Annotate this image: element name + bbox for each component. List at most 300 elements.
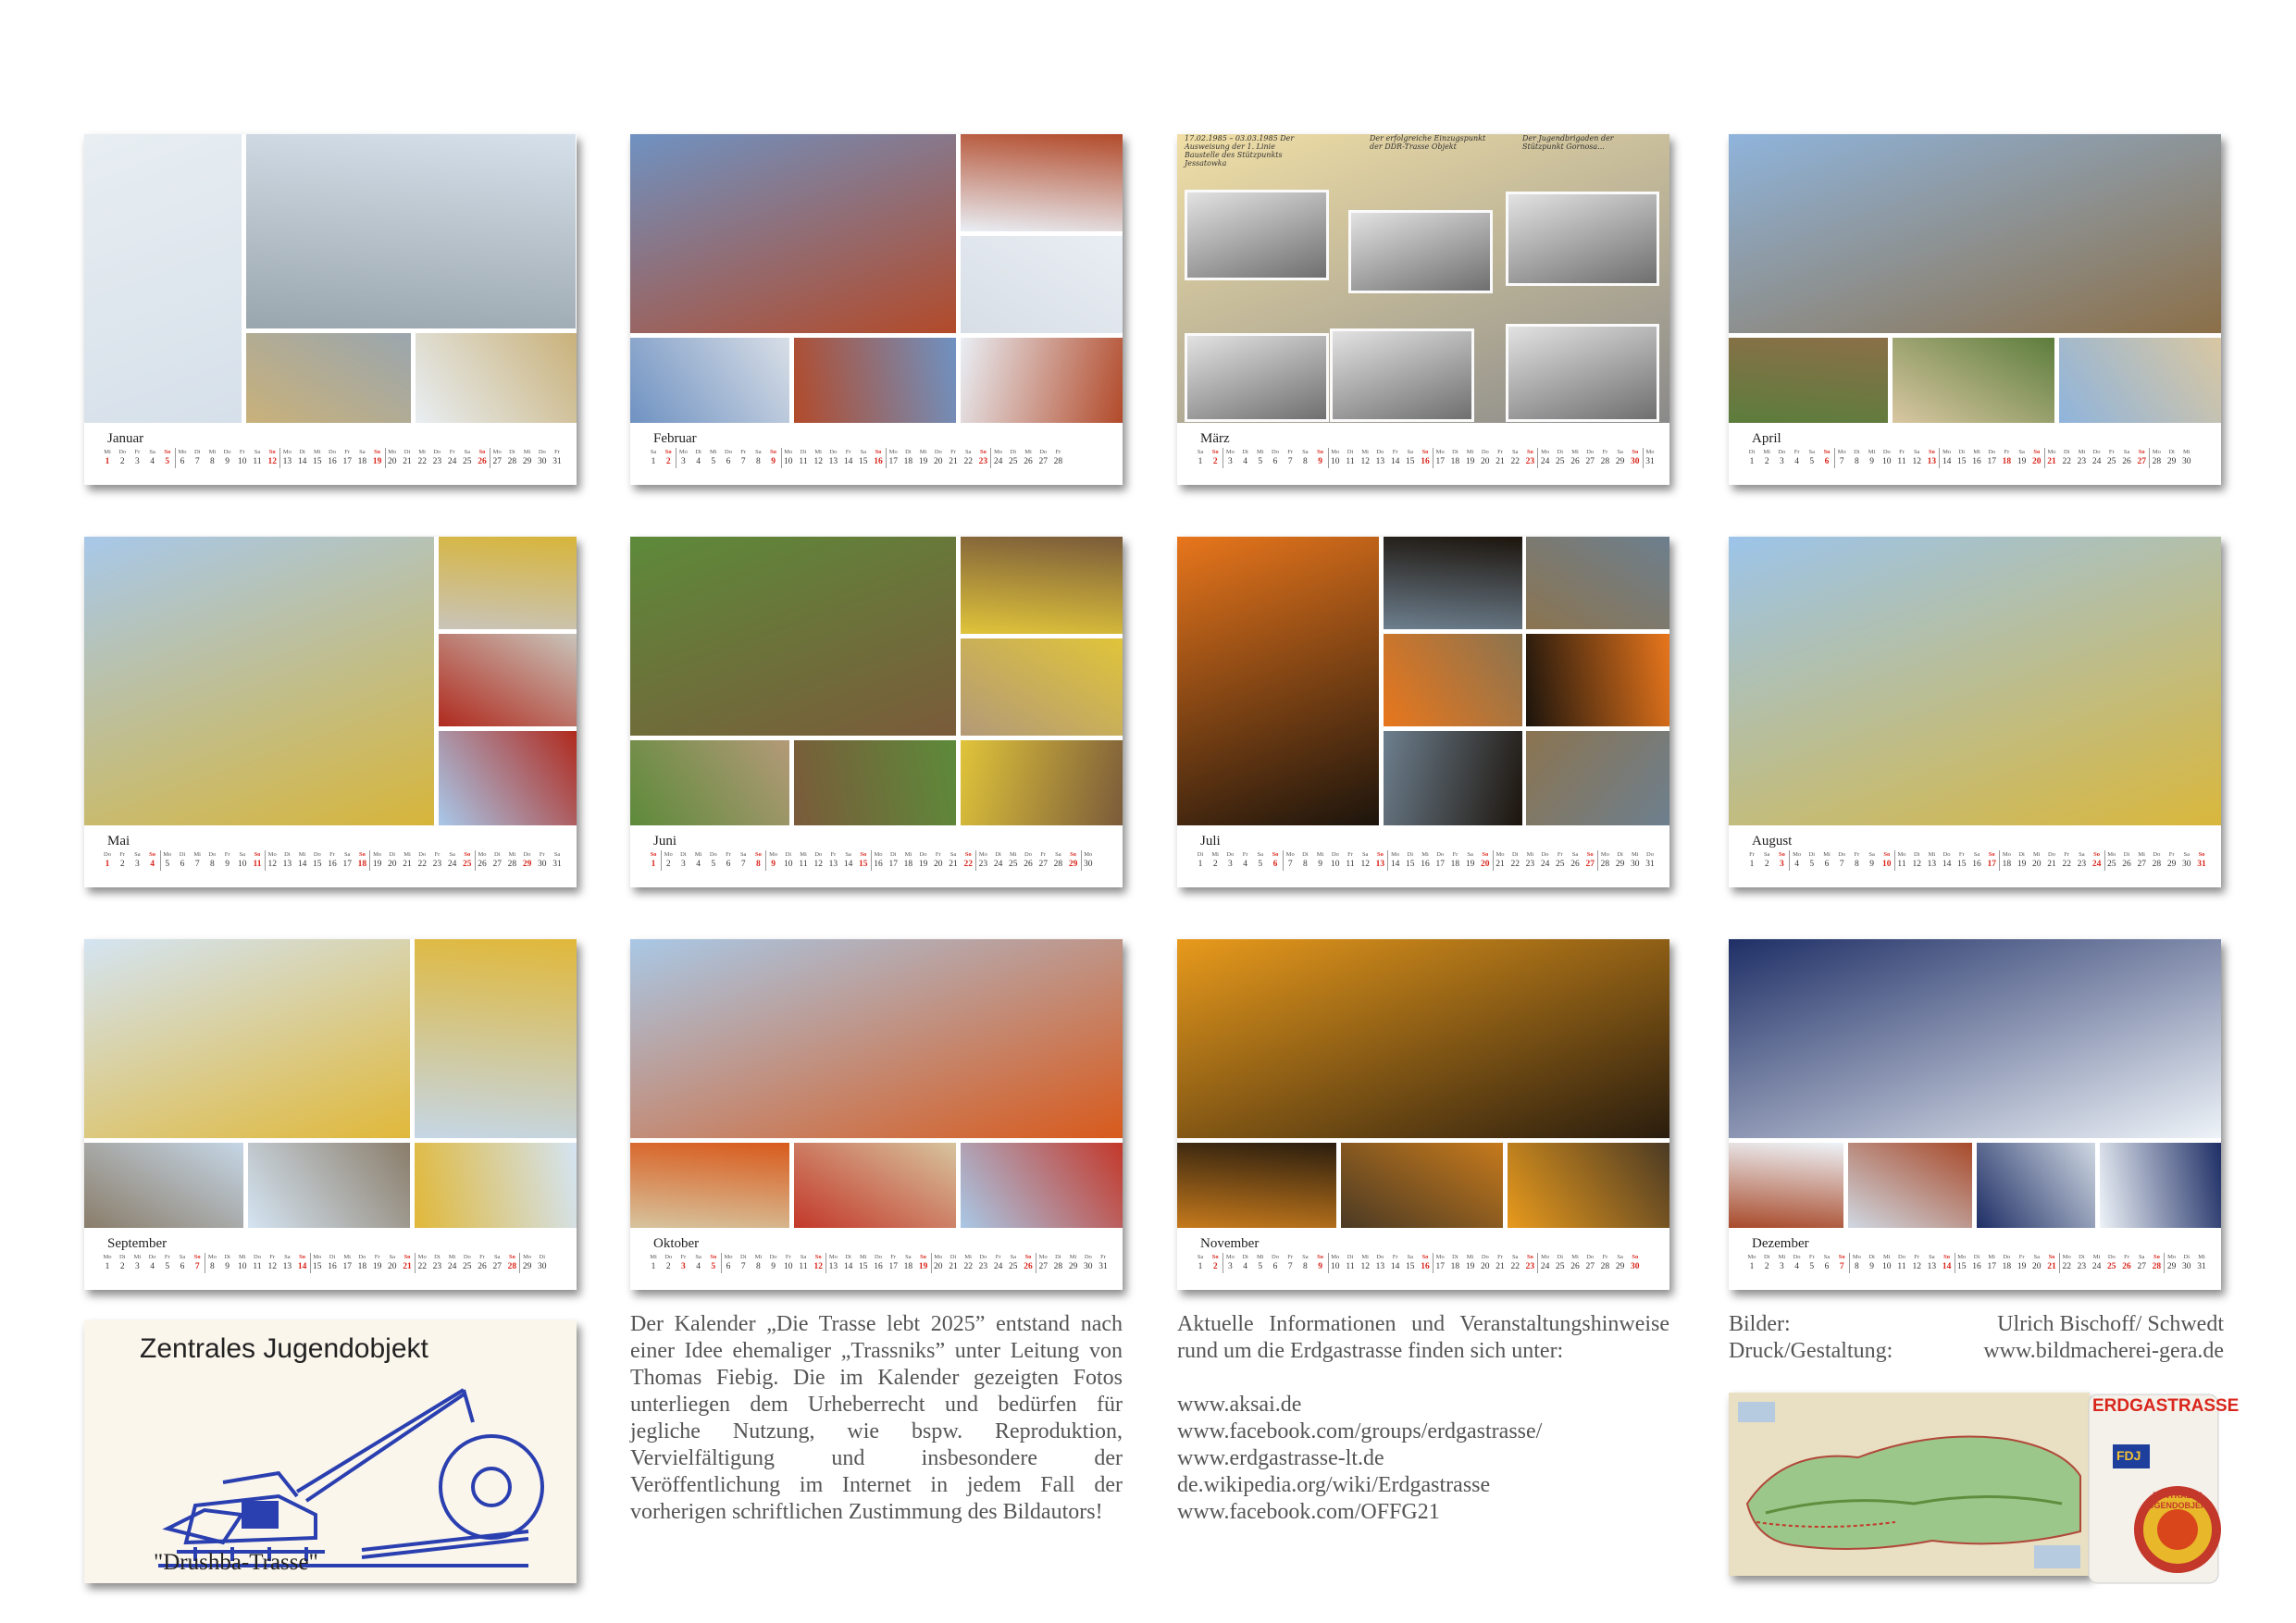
- day-number: 12: [813, 860, 823, 869]
- weekday-abbr: Mo: [1837, 449, 1846, 455]
- calendar-day: [1239, 850, 1252, 871]
- weekday-abbr: Fr: [1392, 449, 1398, 455]
- calendar-day: [1433, 1253, 1446, 1273]
- calendar-day: [1344, 448, 1357, 468]
- calendar-day: [751, 448, 764, 468]
- day-number: 25: [2107, 457, 2116, 466]
- day-number: 24: [447, 1262, 457, 1271]
- weekday-abbr: Fr: [449, 449, 455, 455]
- month-photo: [961, 1143, 1123, 1228]
- weekday-abbr: Fr: [785, 1254, 791, 1260]
- day-number: 19: [2017, 457, 2027, 466]
- weekday-abbr: Do: [1778, 449, 1786, 455]
- weekday-abbr: So: [2153, 1254, 2160, 1260]
- day-number: 28: [507, 1262, 517, 1271]
- weekday-abbr: Sa: [239, 851, 246, 858]
- calendar-day: [1941, 448, 1954, 468]
- calendar-day: [130, 850, 143, 871]
- calendar-day: [101, 850, 114, 871]
- weekday-abbr: Di: [1913, 851, 1920, 858]
- day-number: 16: [874, 1262, 883, 1271]
- calendar-day: [932, 850, 945, 871]
- weekday-abbr: Mo: [2047, 449, 2056, 455]
- weekday-abbr: Do: [814, 851, 823, 858]
- month-card-2: [630, 134, 1123, 485]
- badge-fdj: FDJ: [2116, 1448, 2141, 1463]
- weekday-abbr: So: [1632, 449, 1639, 455]
- weekday-abbr: Di: [179, 851, 186, 858]
- calendar-day: [401, 850, 414, 871]
- calendar-day: [1850, 1253, 1863, 1273]
- day-number: 18: [903, 860, 913, 869]
- calendar-day: [1051, 448, 1064, 468]
- weekday-abbr: Di: [1407, 851, 1414, 858]
- day-number: 10: [238, 860, 247, 869]
- calendar-day: [722, 1253, 735, 1273]
- weekday-abbr: Mi: [1466, 1254, 1474, 1260]
- month-photo: [794, 1143, 956, 1228]
- day-number: 16: [1421, 457, 1430, 466]
- march-note-1: 17.02.1985 – 03.03.1985 Der Ausweisung der 1. Linie Baustelle des Stützpunkts Jessatowka: [1185, 134, 1295, 167]
- day-number: 27: [1585, 1262, 1595, 1271]
- day-number: 20: [388, 1262, 397, 1271]
- weekday-abbr: Mo: [769, 851, 778, 858]
- day-number: 4: [150, 860, 155, 869]
- day-number: 25: [1556, 1262, 1565, 1271]
- calendar-day: [1479, 448, 1492, 468]
- month-card-8: [1729, 537, 2221, 887]
- calendar-day: [1583, 448, 1596, 468]
- weekday-abbr: Mo: [678, 449, 688, 455]
- calendar-day: [1209, 850, 1222, 871]
- calendar-day: [1508, 850, 1521, 871]
- day-number: 26: [1024, 1262, 1033, 1271]
- day-strip: [101, 448, 569, 479]
- weekday-abbr: Mi: [298, 851, 306, 858]
- day-number: 22: [1510, 860, 1520, 869]
- weekday-abbr: Fr: [1899, 449, 1905, 455]
- weekday-abbr: Di: [995, 851, 1001, 858]
- calendar-day: [446, 448, 459, 468]
- calendar-day: [1036, 850, 1049, 871]
- day-number: 19: [918, 860, 928, 869]
- day-number: 21: [1496, 860, 1505, 869]
- month-photo: [1729, 134, 2221, 333]
- weekday-abbr: Di: [905, 449, 912, 455]
- weekday-abbr: Sa: [1973, 851, 1980, 858]
- weekday-abbr: Mi: [800, 851, 807, 858]
- calendar-day: [1419, 448, 1432, 468]
- day-number: 25: [1009, 1262, 1018, 1271]
- day-number: 23: [432, 860, 442, 869]
- day-number: 4: [696, 457, 701, 466]
- weekday-abbr: Fr: [539, 851, 545, 858]
- weekday-abbr: Fr: [995, 1254, 1001, 1260]
- weekday-abbr: Do: [829, 449, 838, 455]
- weekday-abbr: Mo: [934, 1254, 943, 1260]
- calendar-day: [1880, 448, 1893, 468]
- weekday-abbr: Mi: [919, 449, 927, 455]
- calendar-day: [2120, 1253, 2133, 1273]
- day-number: 24: [993, 1262, 1003, 1271]
- calendar-day: [2075, 1253, 2088, 1273]
- day-number: 11: [1346, 1262, 1355, 1271]
- day-number: 12: [1360, 860, 1370, 869]
- weekday-abbr: Do: [709, 851, 717, 858]
- weekday-abbr: Mi: [508, 851, 516, 858]
- weekday-abbr: Sa: [1868, 851, 1875, 858]
- month-photo: [415, 939, 577, 1138]
- calendar-day: [1970, 1253, 1983, 1273]
- calendar-day: [901, 448, 914, 468]
- calendar-day: [1880, 1253, 1893, 1273]
- weekday-abbr: Sa: [1407, 1254, 1414, 1260]
- calendar-day: [296, 448, 309, 468]
- day-number: 18: [357, 457, 367, 466]
- weekday-abbr: Di: [2123, 851, 2130, 858]
- day-number: 7: [740, 1262, 746, 1271]
- day-number: 12: [267, 457, 277, 466]
- day-number: 29: [1615, 860, 1625, 869]
- calendar-day: [430, 1253, 443, 1273]
- weekday-abbr: Mi: [1632, 851, 1639, 858]
- day-number: 9: [1869, 860, 1874, 869]
- day-number: 5: [1258, 457, 1263, 466]
- day-number: 6: [180, 860, 185, 869]
- day-number: 8: [1855, 860, 1859, 869]
- month-label: März: [1194, 430, 1236, 448]
- weekday-abbr: So: [508, 1254, 515, 1260]
- day-number: 28: [2152, 860, 2162, 869]
- weekday-abbr: Do: [358, 1254, 366, 1260]
- weekday-abbr: Di: [1854, 449, 1860, 455]
- day-number: 22: [2062, 1262, 2071, 1271]
- weekday-abbr: Mo: [724, 1254, 733, 1260]
- day-number: 19: [372, 1262, 382, 1271]
- day-number: 10: [1882, 457, 1892, 466]
- day-number: 1: [1749, 860, 1755, 869]
- weekday-abbr: Mi: [1883, 1254, 1891, 1260]
- day-number: 31: [1645, 457, 1655, 466]
- march-note-3: Der Jugendbrigaden der Stützpunkt Gornosa...: [1522, 134, 1614, 151]
- weekday-abbr: Mo: [313, 1254, 322, 1260]
- web-link[interactable]: www.facebook.com/groups/erdgastrasse/: [1177, 1419, 1543, 1443]
- weekday-abbr: Sa: [739, 851, 747, 858]
- day-number: 18: [2002, 1262, 2012, 1271]
- calendar-day: [1775, 850, 1788, 871]
- calendar-day: [311, 1253, 324, 1273]
- credit-row-print: [1729, 1338, 2224, 1365]
- calendar-day: [872, 448, 885, 468]
- day-number: 1: [1749, 1262, 1755, 1271]
- calendar-day: [767, 448, 780, 468]
- weekday-abbr: Mo: [103, 1254, 112, 1260]
- calendar-day: [416, 850, 428, 871]
- day-number: 26: [1570, 1262, 1580, 1271]
- weekday-abbr: So: [1838, 1254, 1845, 1260]
- calendar-day: [2060, 1253, 2073, 1273]
- credit-label: Bilder:: [1729, 1312, 1791, 1336]
- day-number: 16: [1972, 1262, 1981, 1271]
- day-number: 20: [388, 860, 397, 869]
- day-number: 15: [859, 1262, 868, 1271]
- calendar-day: [2045, 448, 2058, 468]
- day-number: 24: [993, 860, 1003, 869]
- calendar-day: [857, 850, 870, 871]
- day-number: 25: [1009, 457, 1018, 466]
- weekday-abbr: Di: [1958, 449, 1966, 455]
- calendar-day: [1970, 850, 1983, 871]
- calendar-day: [1745, 1253, 1758, 1273]
- day-number: 10: [1331, 457, 1340, 466]
- calendar-day: [521, 448, 534, 468]
- calendar-day: [826, 850, 839, 871]
- weekday-abbr: Mi: [1868, 449, 1876, 455]
- archive-photo: [1330, 328, 1474, 422]
- day-number: 17: [342, 860, 352, 869]
- weekday-abbr: So: [1526, 449, 1533, 455]
- weekday-abbr: Di: [1242, 1254, 1248, 1260]
- weekday-abbr: Mo: [178, 449, 187, 455]
- day-number: 11: [799, 860, 808, 869]
- weekday-abbr: Fr: [1287, 1254, 1294, 1260]
- day-number: 20: [388, 457, 397, 466]
- day-number: 4: [1243, 457, 1247, 466]
- day-number: 9: [225, 457, 230, 466]
- calendar-day: [2045, 850, 2058, 871]
- weekday-abbr: So: [478, 449, 486, 455]
- calendar-day: [782, 448, 795, 468]
- weekday-abbr: Mo: [1435, 449, 1445, 455]
- day-number: 27: [1585, 860, 1595, 869]
- weekday-abbr: Do: [254, 1254, 261, 1260]
- day-number: 1: [105, 860, 110, 869]
- calendar-day: [917, 850, 930, 871]
- calendar-day: [1569, 850, 1582, 871]
- day-number: 13: [1927, 1262, 1937, 1271]
- calendar-day: [1254, 448, 1267, 468]
- day-number: 29: [1615, 457, 1625, 466]
- calendar-day: [401, 1253, 414, 1273]
- calendar-day: [2166, 850, 2178, 871]
- calendar-day: [101, 1253, 114, 1273]
- weekday-abbr: Fr: [224, 851, 230, 858]
- weekday-abbr: So: [1928, 449, 1935, 455]
- calendar-day: [176, 448, 189, 468]
- month-photo: [961, 338, 1123, 423]
- calendar-day: [1985, 448, 1998, 468]
- day-number: 15: [1957, 1262, 1967, 1271]
- day-number: 25: [463, 1262, 472, 1271]
- weekday-abbr: Do: [1376, 1254, 1384, 1260]
- weekday-abbr: Mi: [2033, 851, 2041, 858]
- day-strip: [101, 1253, 569, 1284]
- day-number: 25: [1556, 457, 1565, 466]
- calendar-day: [901, 850, 914, 871]
- calendar-day: [1539, 448, 1552, 468]
- weekday-abbr: Sa: [389, 1254, 396, 1260]
- day-number: 10: [238, 457, 247, 466]
- day-number: 10: [238, 1262, 247, 1271]
- calendar-day: [461, 1253, 474, 1273]
- calendar-day: [266, 448, 279, 468]
- weekday-abbr: Sa: [1361, 851, 1369, 858]
- calendar-day: [1866, 1253, 1879, 1273]
- weekday-abbr: Fr: [239, 449, 245, 455]
- calendar-day: [1194, 1253, 1207, 1273]
- day-number: 15: [1406, 860, 1415, 869]
- weekday-abbr: Fr: [269, 1254, 276, 1260]
- month-photo: [1341, 1143, 1503, 1228]
- weekday-abbr: Do: [1039, 449, 1048, 455]
- day-number: 15: [313, 1262, 322, 1271]
- calendar-day: [1097, 1253, 1110, 1273]
- day-number: 27: [492, 1262, 502, 1271]
- calendar-day: [1298, 1253, 1311, 1273]
- weekday-abbr: Di: [1197, 851, 1204, 858]
- month-photo: [439, 634, 577, 726]
- weekday-abbr: Di: [1973, 1254, 1980, 1260]
- web-link[interactable]: www.erdgastrasse-lt.de: [1177, 1446, 1384, 1470]
- weekday-abbr: Sa: [1055, 851, 1061, 858]
- calendar-day: [551, 448, 564, 468]
- weekday-abbr: Fr: [164, 1254, 170, 1260]
- calendar-day: [1209, 448, 1222, 468]
- day-number: 14: [1390, 860, 1400, 869]
- weekday-abbr: Mo: [888, 449, 898, 455]
- day-number: 26: [1570, 457, 1580, 466]
- web-link[interactable]: de.wikipedia.org/wiki/Erdgastrasse: [1177, 1473, 1491, 1497]
- day-number: 18: [1450, 457, 1460, 466]
- weekday-abbr: Mi: [1973, 449, 1980, 455]
- day-number: 23: [2077, 860, 2087, 869]
- day-number: 15: [1957, 457, 1967, 466]
- month-photo: [439, 731, 577, 825]
- day-number: 6: [180, 457, 185, 466]
- day-number: 12: [267, 860, 277, 869]
- day-number: 29: [1615, 1262, 1625, 1271]
- weekday-abbr: Mi: [193, 851, 201, 858]
- day-number: 22: [417, 860, 427, 869]
- pipeline-map: [1729, 1393, 2090, 1576]
- weekday-abbr: Di: [800, 449, 807, 455]
- month-photo: [1526, 731, 1669, 825]
- weekday-abbr: Do: [329, 449, 336, 455]
- day-number: 18: [1450, 1262, 1460, 1271]
- day-number: 4: [1794, 860, 1799, 869]
- weekday-abbr: Di: [1347, 1254, 1354, 1260]
- day-number: 26: [2122, 860, 2131, 869]
- calendar-day: [1629, 850, 1642, 871]
- calendar-day: [1775, 1253, 1788, 1273]
- calendar-day: [2135, 448, 2148, 468]
- calendar-day: [1419, 850, 1432, 871]
- day-number: 23: [978, 1262, 988, 1271]
- weekday-abbr: Mi: [860, 1254, 867, 1260]
- weekday-abbr: Do: [223, 449, 231, 455]
- weekday-abbr: So: [268, 449, 276, 455]
- day-number: 27: [1038, 1262, 1048, 1271]
- day-number: 5: [165, 457, 170, 466]
- day-number: 5: [1809, 1262, 1815, 1271]
- day-number: 6: [726, 1262, 731, 1271]
- day-number: 22: [963, 1262, 973, 1271]
- calendar-day: [505, 1253, 518, 1273]
- day-number: 14: [1390, 457, 1400, 466]
- calendar-day: [887, 448, 900, 468]
- day-number: 2: [1764, 457, 1769, 466]
- day-number: 19: [1465, 457, 1475, 466]
- day-number: 22: [417, 1262, 427, 1271]
- weekday-abbr: Mo: [978, 851, 987, 858]
- month-label: November: [1194, 1235, 1265, 1253]
- day-number: 7: [1287, 860, 1293, 869]
- weekday-abbr: Sa: [650, 449, 657, 455]
- day-number: 17: [1987, 1262, 1996, 1271]
- weekday-abbr: So: [1024, 1254, 1032, 1260]
- day-number: 11: [1897, 860, 1906, 869]
- calendar-day: [676, 1253, 689, 1273]
- day-number: 12: [1360, 457, 1370, 466]
- day-number: 19: [2017, 860, 2027, 869]
- calendar-day: [767, 850, 780, 871]
- calendar-day: [1404, 850, 1417, 871]
- web-link[interactable]: www.aksai.de: [1177, 1393, 1302, 1417]
- weekday-abbr: Mi: [2183, 449, 2191, 455]
- calendar-day: [2180, 448, 2193, 468]
- weekday-abbr: So: [1211, 1254, 1219, 1260]
- calendar-day: [1464, 1253, 1477, 1273]
- day-number: 21: [949, 860, 958, 869]
- day-number: 17: [1435, 1262, 1445, 1271]
- month-card-4: [1729, 134, 2221, 485]
- calendar-day: [1614, 850, 1627, 871]
- weekday-abbr: Do: [1481, 449, 1489, 455]
- day-number: 13: [1375, 457, 1385, 466]
- day-number: 12: [1912, 1262, 1921, 1271]
- weekday-abbr: Sa: [800, 1254, 807, 1260]
- weekday-abbr: So: [1943, 1254, 1951, 1260]
- day-number: 20: [934, 1262, 943, 1271]
- calendar-day: [872, 850, 885, 871]
- calendar-day: [251, 850, 264, 871]
- day-number: 14: [1942, 457, 1952, 466]
- day-number: 24: [993, 457, 1003, 466]
- weekday-abbr: Fr: [1040, 851, 1047, 858]
- weekday-abbr: Mo: [1496, 851, 1505, 858]
- web-link[interactable]: www.facebook.com/OFFG21: [1177, 1500, 1440, 1524]
- day-number: 30: [1631, 457, 1640, 466]
- calendar-day: [872, 1253, 885, 1273]
- calendar-day: [2105, 448, 2118, 468]
- calendar-day: [236, 1253, 249, 1273]
- calendar-day: [662, 448, 675, 468]
- calendar-day: [2030, 448, 2043, 468]
- calendar-day: [1985, 850, 1998, 871]
- calendar-day: [1925, 448, 1938, 468]
- day-number: 22: [2062, 457, 2071, 466]
- calendar-day: [1269, 448, 1282, 468]
- calendar-day: [116, 1253, 129, 1273]
- calendar-day: [1569, 448, 1582, 468]
- weekday-abbr: Do: [1541, 851, 1549, 858]
- day-number: 14: [1942, 860, 1952, 869]
- calendar-day: [2016, 1253, 2029, 1273]
- day-number: 18: [1450, 860, 1460, 869]
- weekday-abbr: Di: [1557, 449, 1564, 455]
- calendar-day: [191, 1253, 204, 1273]
- weekday-abbr: Di: [845, 1254, 851, 1260]
